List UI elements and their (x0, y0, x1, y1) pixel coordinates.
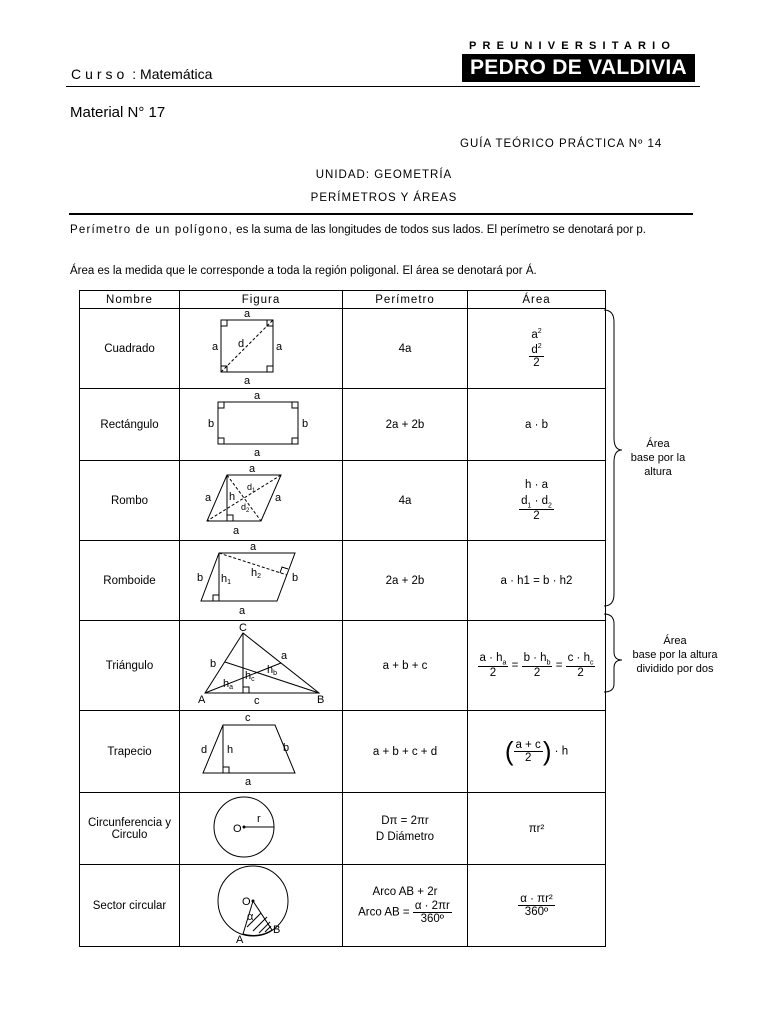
side-note-group1 (616, 437, 700, 479)
row-name: Sector circular (80, 865, 180, 947)
row-area: πr² (468, 793, 606, 865)
row-area: a · b (468, 389, 606, 461)
svg-text:O: O (233, 823, 242, 835)
svg-text:α: α (247, 911, 254, 923)
table-row (80, 541, 606, 621)
header-rule (66, 86, 700, 87)
side-note-group2 (616, 634, 734, 676)
sector-area-num: α · πr² (520, 893, 553, 905)
svg-text:b: b (210, 658, 217, 670)
sector-perimeter-den: 360º (413, 912, 452, 925)
table-row (80, 711, 606, 793)
svg-text:C: C (239, 622, 247, 634)
side-note-line: Área (646, 438, 670, 450)
svg-text:d2: $d_2$ (241, 502, 250, 514)
row-name: Romboide (80, 541, 180, 621)
svg-text:c: c (254, 695, 260, 707)
svg-text:b: b (302, 418, 309, 430)
svg-text:a: a (244, 309, 251, 320)
area-definition: Área es la medida que le corresponde a toda la región poligonal. El área se denotará por Á. (70, 265, 537, 277)
svg-text:h: h (227, 744, 234, 756)
table-row (80, 461, 606, 541)
row-name: Rombo (80, 461, 180, 541)
rectangle-figure (181, 389, 341, 457)
svg-text:hb: hb (267, 664, 278, 677)
rhombus-area: h · a $\frac{d_1 \cdot d_2}{2}$ (468, 461, 606, 541)
trapezoid-figure-cell (180, 711, 343, 793)
section-rule (69, 213, 693, 215)
svg-text:A: A (198, 694, 206, 706)
row-name: Rectángulo (80, 389, 180, 461)
svg-text:b: b (292, 572, 299, 584)
header-figure: Figura (180, 291, 343, 309)
triangle-figure-cell (180, 621, 343, 711)
svg-text:b: b (197, 572, 204, 584)
rhombus-area-line: h · a (524, 478, 548, 491)
svg-text:O: O (242, 896, 251, 908)
square-area: $a^2$ $\frac{d^2}{2}$ (468, 309, 606, 389)
svg-text:hc: hc (245, 670, 255, 683)
svg-text:h2: h2 (251, 567, 262, 580)
svg-text:b: b (208, 418, 215, 430)
trapezoid-figure (181, 711, 341, 789)
svg-text:a: a (239, 605, 246, 617)
row-area: a · h1 = b · h2 (468, 541, 606, 621)
topic-title: PERÍMETROS Y ÁREAS (310, 192, 458, 204)
material-number: Material N° 17 (70, 104, 166, 121)
svg-text:c: c (245, 712, 251, 724)
svg-text:h: h (229, 491, 236, 503)
svg-text:d1: $d_1$ (247, 482, 256, 494)
sector-figure (181, 865, 341, 943)
table-row (80, 389, 606, 461)
sector-perimeter-line1: Arco AB + 2r (372, 886, 438, 898)
parallelogram-figure (181, 541, 341, 617)
side-note-line: Área (663, 635, 687, 647)
svg-text:a: a (276, 341, 283, 353)
svg-text:A: A (236, 934, 244, 943)
rhombus-figure (181, 461, 341, 537)
row-name: Triángulo (80, 621, 180, 711)
svg-text:d: d (238, 338, 245, 350)
svg-text:d: d (201, 744, 208, 756)
svg-text:b: b (283, 742, 290, 754)
svg-text:ha: ha (223, 678, 234, 691)
row-name: Circunferencia y Circulo (80, 793, 180, 865)
svg-text:B: B (317, 694, 325, 706)
svg-text:a: a (254, 390, 261, 402)
row-name: Cuadrado (80, 309, 180, 389)
side-note-line: base por la altura (632, 649, 718, 661)
side-note-line: altura (644, 466, 672, 478)
svg-text:a: a (250, 541, 257, 553)
trapezoid-area: ( $\frac{a + c}{2}$ ) · h (468, 711, 606, 793)
svg-text:a: a (249, 463, 256, 475)
svg-text:a: a (212, 341, 219, 353)
brand-logo: PEDRO DE VALDIVIA (462, 54, 695, 82)
sector-perimeter-num: α · 2πr (414, 900, 450, 912)
table-row (80, 309, 606, 389)
sector-figure-cell (180, 865, 343, 947)
svg-text:a: a (245, 776, 252, 788)
table-row (80, 621, 606, 711)
header-area: Área (468, 291, 606, 309)
svg-text:a: a (275, 492, 282, 504)
sector-perimeter-prefix: Arco AB = (358, 906, 410, 919)
rhombus-figure-cell (180, 461, 343, 541)
sector-area (468, 865, 606, 947)
row-perimeter: 4a (343, 309, 468, 389)
perimeter-rest: es la suma de las longitudes de todos sus lados. El perímetro se denotará por p. (232, 224, 646, 236)
course-value: : Matemática (132, 66, 213, 82)
row-perimeter: 2a + 2b (343, 389, 468, 461)
side-note-line: dividido por dos (636, 663, 714, 675)
formulas-table (79, 290, 606, 947)
svg-text:a: a (254, 447, 261, 457)
sector-perimeter (343, 865, 468, 947)
square-figure (181, 309, 341, 385)
svg-text:a: a (233, 525, 240, 537)
table-row (80, 793, 606, 865)
circle-figure (181, 793, 341, 861)
course-label-text: Curso (71, 66, 129, 82)
row-perimeter: a + b + c + d (343, 711, 468, 793)
svg-text:a: a (281, 650, 288, 662)
circle-perimeter-line1: Dπ = 2πr (381, 814, 429, 827)
perimeter-lead: Perímetro de un polígono, (70, 224, 233, 236)
svg-text:B: B (273, 924, 281, 936)
guide-title: GUÍA TEÓRICO PRÁCTICA Nº 14 (460, 138, 663, 150)
table-row (80, 865, 606, 947)
svg-text:r: r (257, 813, 261, 825)
perimeter-definition (70, 222, 700, 238)
header-name: Nombre (80, 291, 180, 309)
side-note-line: base por la (630, 452, 686, 464)
row-perimeter: a + b + c (343, 621, 468, 711)
row-perimeter: 2a + 2b (343, 541, 468, 621)
triangle-figure (181, 621, 341, 707)
unit-title: UNIDAD: GEOMETRÍA (315, 169, 453, 181)
svg-text:h1: h1 (221, 573, 232, 586)
course-label (71, 66, 212, 82)
circle-figure-cell (180, 793, 343, 865)
sector-area-den: 360º (518, 905, 554, 918)
brand-top-text: PREUNIVERSITARIO (469, 40, 677, 52)
row-perimeter: 4a (343, 461, 468, 541)
square-figure-cell (180, 309, 343, 389)
header-perimeter: Perímetro (343, 291, 468, 309)
circle-perimeter-line2: D Diámetro (375, 830, 435, 843)
svg-text:a: a (205, 492, 212, 504)
table-header-row (80, 291, 606, 309)
triangle-area: $\frac{a \cdot h_a}{2}$ = $\frac{b \cdot h_b}{2}$ = $\frac{c \cdot h_c}{2}$ (468, 621, 606, 711)
parallelogram-figure-cell (180, 541, 343, 621)
svg-text:a: a (244, 375, 251, 385)
circle-perimeter (343, 793, 468, 865)
row-name: Trapecio (80, 711, 180, 793)
rectangle-figure-cell (180, 389, 343, 461)
